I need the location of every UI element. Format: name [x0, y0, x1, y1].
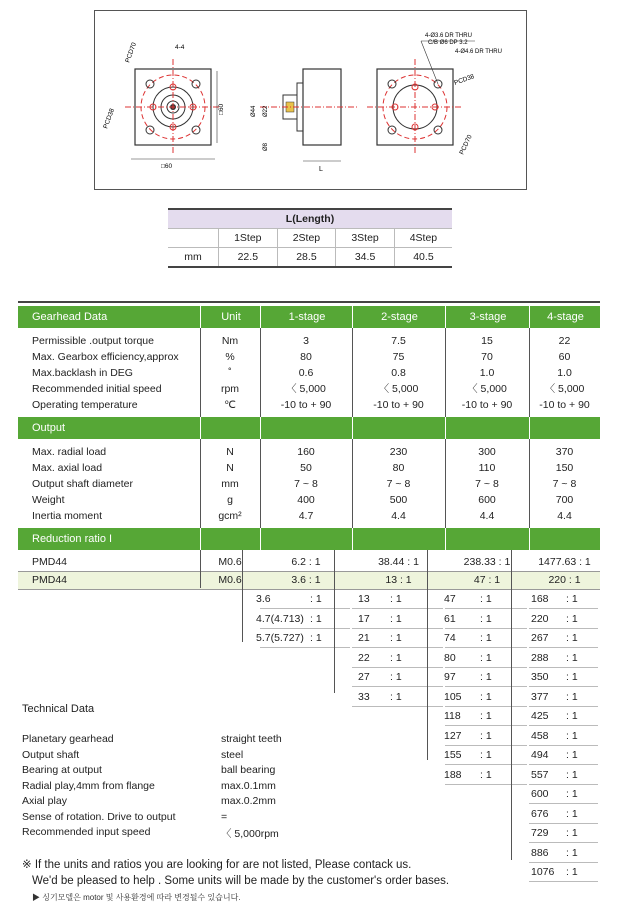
stage4-ratio-value: 1076	[531, 866, 555, 878]
gearhead-stage2-value: 75	[392, 351, 405, 363]
tech-label: Sense of rotation. Drive to output	[22, 810, 176, 823]
gearhead-stage4-value: 60	[558, 351, 571, 363]
keyway-label: 4-4	[175, 44, 185, 51]
stage4-ratio-suffix: : 1	[566, 807, 578, 820]
pcd70-right-label: PCD70	[458, 133, 474, 156]
note-line-3: ▶ 싱기모델은 motor 및 사용환경에 따라 변경될수 있습니다.	[32, 893, 241, 902]
gearhead-unit: %	[225, 351, 235, 363]
output-stage1-value: 7 ~ 8	[294, 478, 318, 490]
stage3-ratio-suffix: : 1	[480, 768, 492, 781]
square-side-label: □60	[218, 103, 225, 115]
output-stage3-value: 110	[478, 462, 496, 474]
stage3-ratio-value: 118	[444, 710, 461, 722]
gearhead-drawing	[95, 11, 526, 189]
gearhead-stage1-value: 3	[303, 335, 309, 347]
output-stage2-value: 230	[389, 446, 408, 458]
stage1-ratio-value: 4.7(4.713)	[256, 612, 304, 625]
stage2-header: 2-stage	[352, 306, 446, 328]
model-stage2-ratio: 13 : 1	[385, 574, 412, 586]
gearhead-stage4-value: 22	[558, 335, 571, 347]
dia44-label: Ø44	[251, 105, 257, 117]
stage4-ratio-suffix: : 1	[566, 788, 578, 800]
stage4-ratio-value: 557	[531, 768, 549, 781]
gearhead-row	[18, 333, 600, 349]
stage3-ratio-suffix: : 1	[480, 612, 492, 625]
output-stage3-value: 600	[478, 494, 496, 506]
holes-label-1: 4-Ø3.6 DR THRU	[425, 33, 472, 39]
stage2-ratio-value: 13	[358, 593, 370, 605]
model-name: PMD44	[32, 574, 68, 586]
stage4-ratio-value: 494	[531, 749, 549, 761]
tech-value: ball bearing	[221, 764, 276, 776]
output-stage4-value: 150	[555, 462, 574, 474]
length-value-4step: 40.5	[394, 248, 452, 268]
stage4-ratio-suffix: : 1	[566, 593, 578, 605]
gearhead-unit: ℃	[224, 399, 236, 411]
output-stage4-value: 700	[555, 494, 574, 506]
stage4-ratio-value: 729	[531, 827, 549, 839]
output-stage3-value: 300	[478, 446, 496, 458]
model-stage2-ratio: 38.44 : 1	[378, 556, 419, 568]
output-unit: N	[226, 446, 234, 458]
length-header-2step: 2Step	[277, 229, 336, 248]
gearhead-stage1-value: 0.6	[298, 367, 314, 379]
reduction-model-row	[18, 554, 600, 570]
length-unit: mm	[168, 248, 219, 268]
gearhead-stage1-value: 〈 5,000	[286, 383, 326, 395]
output-unit: g	[227, 494, 233, 506]
gearhead-row	[18, 365, 600, 381]
tech-value: 〈 5,000rpm	[221, 828, 279, 840]
tech-value: max.0.2mm	[221, 795, 276, 807]
stage4-ratio-suffix: : 1	[566, 827, 578, 839]
gearhead-unit: ˚	[228, 367, 232, 379]
output-row	[18, 444, 600, 460]
output-row	[18, 492, 600, 508]
stage3-ratio-suffix: : 1	[480, 593, 492, 605]
output-row	[18, 460, 600, 476]
stage4-ratio-suffix: : 1	[566, 671, 578, 683]
stage4-header: 4-stage	[529, 306, 601, 328]
pcd70-left-label: PCD70	[124, 41, 139, 64]
gearhead-stage4-value: -10 to + 90	[539, 399, 590, 411]
table-top-rule	[18, 301, 600, 303]
gearhead-title: Gearhead Data	[32, 311, 108, 323]
model-module: M0.6	[218, 574, 242, 586]
gearhead-header-band	[18, 306, 600, 328]
technical-drawing-frame	[94, 10, 527, 190]
gearhead-stage2-value: 7.5	[391, 335, 406, 347]
length-table	[168, 208, 452, 268]
stage2-ratio-value: 33	[358, 690, 370, 703]
length-label: L	[319, 166, 323, 173]
length-header-4step: 4Step	[394, 229, 452, 248]
stage4-ratio-suffix: : 1	[566, 768, 578, 781]
output-stage2-value: 7 ~ 8	[386, 478, 411, 490]
output-stage4-value: 7 ~ 8	[552, 478, 577, 490]
gearhead-stage3-value: -10 to + 90	[461, 399, 513, 411]
output-unit: mm	[221, 478, 239, 490]
stage2-ratio-suffix: : 1	[390, 612, 402, 625]
output-stage4-value: 370	[555, 446, 574, 458]
output-label: Output shaft diameter	[32, 478, 133, 490]
stage4-ratio-value: 458	[531, 729, 549, 742]
stage4-ratio-value: 600	[531, 788, 549, 800]
output-label: Max. axial load	[32, 462, 103, 474]
output-stage4-value: 4.4	[557, 510, 572, 522]
output-label: Inertia moment	[32, 510, 103, 522]
tech-value: =	[221, 810, 228, 823]
stage3-ratio-suffix: : 1	[480, 671, 492, 683]
stage3-ratio-suffix: : 1	[480, 632, 492, 644]
length-header-3step: 3Step	[336, 229, 395, 248]
stage2-ratio-suffix: : 1	[390, 651, 402, 664]
stage4-ratio-suffix: : 1	[566, 632, 578, 644]
stage2-ratio-suffix: : 1	[390, 671, 402, 683]
model-stage4-ratio: 1477.63 : 1	[538, 556, 591, 568]
pcd38-left-label: PCD38	[102, 107, 117, 130]
gearhead-label: Max.backlash in DEG	[32, 367, 133, 379]
stage1-ratio-suffix: : 1	[310, 632, 322, 644]
stage3-ratio-suffix: : 1	[480, 749, 492, 761]
stage3-header: 3-stage	[445, 306, 530, 328]
gearhead-stage1-value: -10 to + 90	[280, 399, 332, 411]
gearhead-unit: rpm	[220, 383, 240, 395]
stage4-ratio-value: 676	[531, 807, 549, 820]
gearhead-stage3-value: 〈 5,000	[467, 383, 507, 395]
stage3-ratio-value: 127	[444, 729, 462, 742]
model-stage4-ratio: 220 : 1	[548, 574, 581, 586]
gearhead-row	[18, 381, 600, 397]
reduction-title: Reduction ratio I	[32, 533, 113, 545]
output-stage1-value: 50	[300, 462, 312, 474]
tech-label: Recommended input speed	[22, 826, 151, 838]
stage3-ratio-value: 61	[444, 612, 456, 625]
gearhead-stage2-value: 〈 5,000	[378, 383, 419, 395]
model-name: PMD44	[32, 556, 68, 568]
stage3-ratio-suffix: : 1	[480, 729, 492, 742]
length-table-title: L(Length)	[168, 209, 452, 229]
output-stage1-value: 160	[297, 446, 315, 458]
note-line-1: ※ If the units and ratios you are looking for are not listed, Please contack us.	[22, 859, 412, 871]
dia8-label: Ø8	[263, 142, 269, 151]
stage4-ratio-value: 220	[531, 612, 549, 625]
square-bottom-label: □60	[161, 163, 173, 170]
stage4-ratio-value: 350	[531, 671, 549, 683]
stage4-ratio-value: 267	[531, 632, 549, 644]
stage2-ratio-value: 22	[358, 651, 370, 664]
output-stage3-value: 4.4	[479, 510, 495, 522]
stage4-ratio-suffix: : 1	[566, 690, 578, 703]
stage4-ratio-suffix: : 1	[566, 846, 578, 859]
stage2-ratio-suffix: : 1	[390, 632, 402, 644]
stage4-ratio-value: 377	[531, 690, 549, 703]
output-row	[18, 476, 600, 492]
stage2-ratio-value: 17	[358, 612, 370, 625]
stage3-ratio-suffix: : 1	[480, 690, 492, 703]
output-stage3-value: 7 ~ 8	[475, 478, 499, 490]
stage2-ratio-value: 27	[358, 671, 370, 683]
output-stage1-value: 4.7	[298, 510, 314, 522]
output-unit: gcm²	[218, 510, 242, 522]
stage4-ratio-suffix: : 1	[566, 729, 578, 742]
tech-label: Radial play,4mm from flange	[22, 779, 155, 792]
stage4-ratio-value: 425	[531, 710, 549, 722]
stage1-ratio-suffix: : 1	[310, 612, 322, 625]
stage4-ratio-suffix: : 1	[566, 612, 578, 625]
model-stage1-ratio: 3.6 : 1	[291, 574, 321, 586]
stage3-ratio-value: 105	[444, 690, 462, 703]
tech-label: Output shaft	[22, 748, 80, 761]
stage1-header: 1-stage	[260, 306, 353, 328]
output-stage2-value: 500	[389, 494, 408, 506]
stage2-ratio-value: 21	[358, 632, 370, 644]
gearhead-stage4-value: 〈 5,000	[544, 383, 585, 395]
gearhead-stage1-value: 80	[300, 351, 312, 363]
stage3-ratio-value: 155	[444, 749, 462, 761]
output-unit: N	[226, 462, 234, 474]
dia22-label: Ø22	[263, 105, 269, 117]
output-title: Output	[32, 422, 66, 434]
model-stage3-ratio: 238.33 : 1	[463, 556, 511, 568]
stage4-ratio-suffix: : 1	[566, 749, 578, 761]
front-view-left	[102, 41, 225, 170]
tech-value: straight teeth	[221, 733, 282, 745]
stage4-ratio-suffix: : 1	[566, 866, 578, 878]
gearhead-row	[18, 397, 600, 413]
stage2-ratio-suffix: : 1	[390, 593, 402, 605]
stage2-ratio-suffix: : 1	[390, 690, 402, 703]
gearhead-row	[18, 349, 600, 365]
tech-label: Axial play	[22, 795, 67, 807]
model-stage3-ratio: 47 : 1	[473, 574, 501, 586]
stage4-ratio-suffix: : 1	[566, 710, 578, 722]
tech-value: steel	[221, 748, 244, 761]
stage3-ratio-value: 188	[444, 768, 462, 781]
reduction-header-band	[18, 528, 600, 550]
unit-header: Unit	[200, 306, 261, 328]
tech-label: Bearing at output	[22, 764, 102, 776]
output-stage2-value: 80	[392, 462, 405, 474]
holes-label-3: 4-Ø4.6 DR THRU	[455, 49, 502, 55]
gearhead-stage4-value: 1.0	[557, 367, 572, 379]
stage3-ratio-value: 47	[444, 593, 456, 605]
output-label: Weight	[32, 494, 65, 506]
gearhead-stage3-value: 1.0	[479, 367, 495, 379]
stage3-ratio-suffix: : 1	[480, 651, 492, 664]
reduction-model-row	[18, 572, 600, 588]
length-value-2step: 28.5	[277, 248, 336, 268]
stage4-ratio-value: 288	[531, 651, 549, 664]
length-header-1step: 1Step	[219, 229, 278, 248]
stage3-ratio-value: 80	[444, 651, 456, 664]
length-header-empty	[168, 229, 219, 248]
tech-label: Planetary gearhead	[22, 733, 114, 745]
gearhead-unit: Nm	[221, 335, 239, 347]
stage3-ratio-value: 97	[444, 671, 456, 683]
model-stage1-ratio: 6.2 : 1	[291, 556, 321, 568]
gearhead-label: Recommended initial speed	[32, 383, 162, 395]
stage1-ratio-suffix: : 1	[310, 593, 322, 605]
side-view	[251, 69, 357, 173]
stage4-ratio-value: 168	[531, 593, 549, 605]
gearhead-label: Max. Gearbox efficiency,approx	[32, 351, 179, 363]
pcd38-right-label: PCD38	[453, 73, 476, 87]
stage4-ratio-value: 886	[531, 846, 549, 859]
note-line-2: We'd be pleased to help . Some units will be made by the customer's order bases.	[32, 875, 450, 887]
output-stage2-value: 4.4	[391, 510, 406, 522]
length-value-1step: 22.5	[219, 248, 278, 268]
length-value-3step: 34.5	[336, 248, 395, 268]
stage4-ratio-suffix: : 1	[566, 651, 578, 664]
gearhead-label: Permissible .output torque	[32, 335, 154, 347]
output-label: Max. radial load	[32, 446, 107, 458]
model-module: M0.6	[218, 556, 242, 568]
technical-title: Technical Data	[22, 703, 95, 715]
gearhead-stage2-value: -10 to + 90	[373, 399, 424, 411]
output-header-band	[18, 417, 600, 439]
gearhead-stage3-value: 15	[481, 335, 493, 347]
holes-label-2: C/B Ø6 DP 3.2	[428, 40, 468, 46]
output-row	[18, 508, 600, 524]
rear-view-right	[367, 33, 502, 156]
gearhead-stage2-value: 0.8	[391, 367, 406, 379]
stage3-ratio-suffix: : 1	[480, 710, 492, 722]
stage1-ratio-value: 3.6	[256, 593, 271, 605]
tech-value: max.0.1mm	[221, 779, 276, 792]
stage3-ratio-value: 74	[444, 632, 456, 644]
gearhead-label: Operating temperature	[32, 399, 138, 411]
gearhead-stage3-value: 70	[481, 351, 493, 363]
output-stage1-value: 400	[297, 494, 315, 506]
stage1-ratio-value: 5.7(5.727)	[256, 632, 304, 644]
